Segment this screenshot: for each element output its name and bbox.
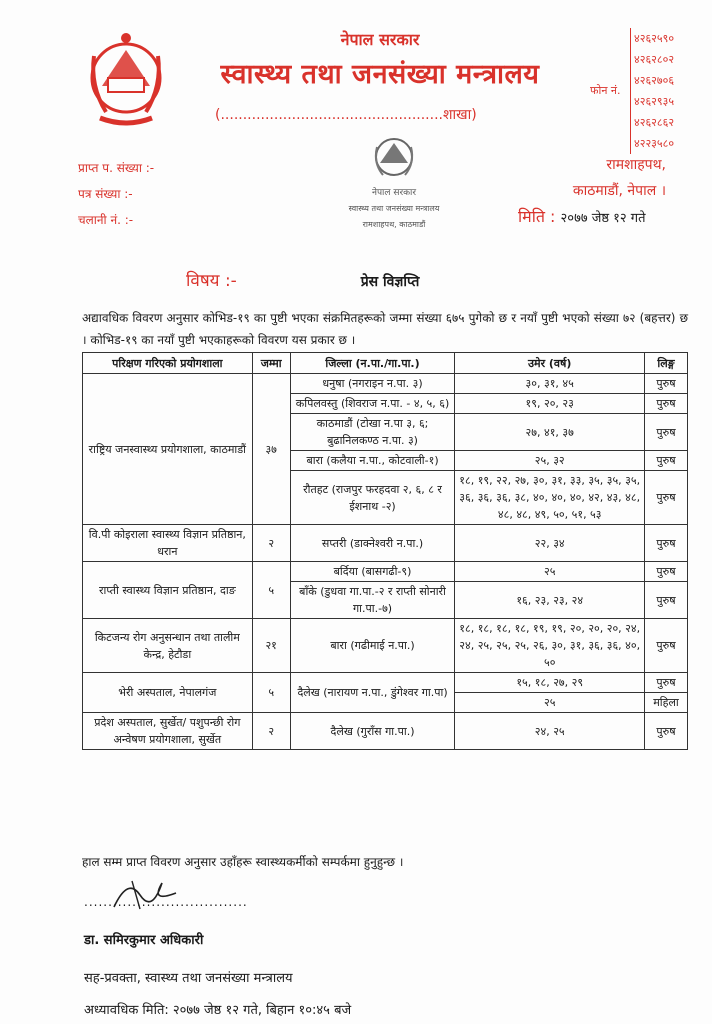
reference-fields [78, 155, 154, 233]
ages-cell: २५, ३२ [455, 451, 645, 471]
sex-cell: पुरुष [645, 374, 688, 394]
sex-cell: पुरुष [645, 525, 688, 562]
letter-date [518, 205, 646, 227]
district-cell: सप्तरी (डाक्नेश्वरी न.पा.) [290, 525, 455, 562]
column-header: लिङ्ग [645, 353, 688, 374]
ages-cell: १६, २३, २३, २४ [455, 582, 645, 619]
total-cell: ५ [252, 673, 290, 713]
date-value: २०७७ जेष्ठ १२ गते [560, 211, 646, 226]
ages-cell: २४, २५ [455, 713, 645, 750]
table-row [83, 619, 688, 673]
date-label: मिति : [518, 207, 556, 226]
lab-cell: किटजन्य रोग अनुसन्धान तथा तालीम केन्द्र, हेटौडा [83, 619, 253, 673]
seal-text-line: स्वास्थ्य तथा जनसंख्या मन्त्रालय [348, 204, 440, 213]
total-cell: २१ [252, 619, 290, 673]
district-cell: धनुषा (नगराइन न.पा. ३) [290, 374, 455, 394]
intro-paragraph: अद्यावधिक विवरण अनुसार कोभिड-१९ का पुष्टी भएका संक्रमितहरूको जम्मा संख्या ६७५ पुगेको छ र नयाँ पुष्टी भएको संख्या ७२ (बहत्तर) छ । कोभिड-१९ का नयाँ पुष्टी भएकाहरूको विवरण यस प्रकार छ । [82, 311, 688, 347]
ages-cell: २२, ३४ [455, 525, 645, 562]
branch-line: (..................................................शाखा) [215, 107, 477, 123]
footnote: हाल सम्म प्राप्त विवरण अनुसार उहाँहरू स्वास्थ्यकर्मीको सम्पर्कमा हुनुहुन्छ । [82, 855, 404, 869]
updated-date: अध्यावधिक मिति: २०७७ जेष्ठ १२ गते, बिहान १०:४५ बजे [84, 1003, 352, 1018]
phone-number: ४२६२५९० [630, 28, 674, 49]
table-row [83, 374, 688, 394]
table-row [83, 713, 688, 750]
government-name: नेपाल सरकार [340, 30, 420, 49]
sex-cell: पुरुष [645, 673, 688, 693]
phone-number: ४२६२७०६ [630, 70, 674, 91]
seal-text-line: नेपाल सरकार [371, 188, 417, 198]
total-cell: २ [252, 713, 290, 750]
ministry-name: स्वास्थ्य तथा जनसंख्या मन्त्रालय [220, 59, 540, 90]
table-row [83, 562, 688, 582]
ages-cell: ३०, ३१, ४५ [455, 374, 645, 394]
lab-cell: भेरी अस्पताल, नेपालगंज [83, 673, 253, 713]
ages-cell: २७, ४१, ३७ [455, 414, 645, 451]
sex-cell: पुरुष [645, 451, 688, 471]
ages-cell: १५, १८, २७, २९ [455, 673, 645, 693]
district-cell: कपिलवस्तु (शिवराज न.पा. - ४, ५, ६) [290, 394, 455, 414]
district-cell: बारा (कलैया न.पा., कोटवाली-१) [290, 451, 455, 471]
ages-cell: २५ [455, 693, 645, 713]
phone-label: फोन नं. [590, 84, 621, 97]
lab-cell: राष्ट्रिय जनस्वास्थ्य प्रयोगशाला, काठमाडौं [83, 374, 253, 525]
sex-cell: पुरुष [645, 713, 688, 750]
lab-cell: वि.पी कोइराला स्वास्थ्य विज्ञान प्रतिष्ठान, धरान [83, 525, 253, 562]
sex-cell: पुरुष [645, 582, 688, 619]
sex-cell: पुरुष [645, 619, 688, 673]
signature-line: .................................. [84, 895, 248, 909]
ministry-seal-icon [343, 133, 445, 243]
phone-numbers [630, 28, 674, 154]
address-line: रामशाहपथ, [606, 157, 666, 173]
sex-cell: पुरुष [645, 414, 688, 451]
lab-cell: राप्ती स्वास्थ्य विज्ञान प्रतिष्ठान, दाङ [83, 562, 253, 619]
district-cell: दैलेख (गुराँस गा.पा.) [290, 713, 455, 750]
sex-cell: पुरुष [645, 562, 688, 582]
dispatch-number-label: चलानी नं. :- [78, 213, 134, 227]
district-cell: दैलेख (नारायण न.पा., डुंगेश्वर गा.पा) [290, 673, 455, 713]
ages-cell: १८, १८, १८, १८, १९, १९, २०, २०, २०, २४, २४, २५, २५, २५, २६, ३०, ३१, ३६, ३६, ४०, ५० [455, 619, 645, 673]
district-cell: बारा (गढीमाई न.पा.) [290, 619, 455, 673]
table-row [83, 525, 688, 562]
district-cell: बर्दिया (बासगढी-९) [290, 562, 455, 582]
cases-table [82, 352, 688, 750]
total-cell: ३७ [252, 374, 290, 525]
received-letter-number-label: प्राप्त प. संख्या :- [78, 161, 155, 175]
phone-number: ४२६२८०२ [630, 49, 674, 70]
ages-cell: २५ [455, 562, 645, 582]
total-cell: २ [252, 525, 290, 562]
table-row [83, 673, 688, 693]
phone-number: ४२६२९३५ [630, 91, 674, 112]
ages-cell: १९, २०, २३ [455, 394, 645, 414]
nepal-emblem-icon [80, 26, 172, 130]
signatory-title: सह-प्रवक्ता, स्वास्थ्य तथा जनसंख्या मन्त्रालय [84, 971, 293, 986]
table-header-row [83, 353, 688, 374]
letter-number-label: पत्र संख्या :- [78, 187, 133, 201]
column-header: उमेर (वर्ष) [455, 353, 645, 374]
address-line: काठमाडौं, नेपाल । [572, 183, 666, 199]
total-cell: ५ [252, 562, 290, 619]
ages-cell: १८, १९, २२, २७, ३०, ३१, ३३, ३५, ३५, ३५, ३६, ३६, ३६, ३८, ४०, ४०, ४०, ४२, ४३, ४८, ४८, ४८, ४९, ५०, ५१, ५३ [455, 471, 645, 525]
sex-cell: महिला [645, 693, 688, 713]
ministry-address [540, 152, 666, 204]
seal-text-line: रामशाहपथ, काठमाडौं [362, 220, 426, 229]
column-header: जिल्ला (न.पा./गा.पा.) [290, 353, 455, 374]
phone-number: ४२२३५८० [630, 133, 674, 154]
signatory-name: डा. समिरकुमार अधिकारी [84, 933, 204, 948]
column-header: परिक्षण गरिएको प्रयोगशाला [83, 353, 253, 374]
subject-label: विषय :- [186, 271, 237, 291]
district-cell: रौतहट (राजपुर फरहदवा २, ६, ८ र ईशनाथ -२) [290, 471, 455, 525]
lab-cell: प्रदेश अस्पताल, सुर्खेत/ पशुपन्छी रोग अन्वेषण प्रयोगशाला, सुर्खेत [83, 713, 253, 750]
sex-cell: पुरुष [645, 394, 688, 414]
column-header: जम्मा [252, 353, 290, 374]
district-cell: बाँके (डुधवा गा.पा.-२ र राप्ती सोनारी गा.पा.-७) [290, 582, 455, 619]
district-cell: काठमाडौं (टोखा न.पा ३, ६; बुढानिलकण्ठ न.पा. ३) [290, 414, 455, 451]
press-release-title: प्रेस विज्ञप्ति [360, 274, 420, 290]
phone-number: ४२६२८६२ [630, 112, 674, 133]
sex-cell: पुरुष [645, 471, 688, 525]
